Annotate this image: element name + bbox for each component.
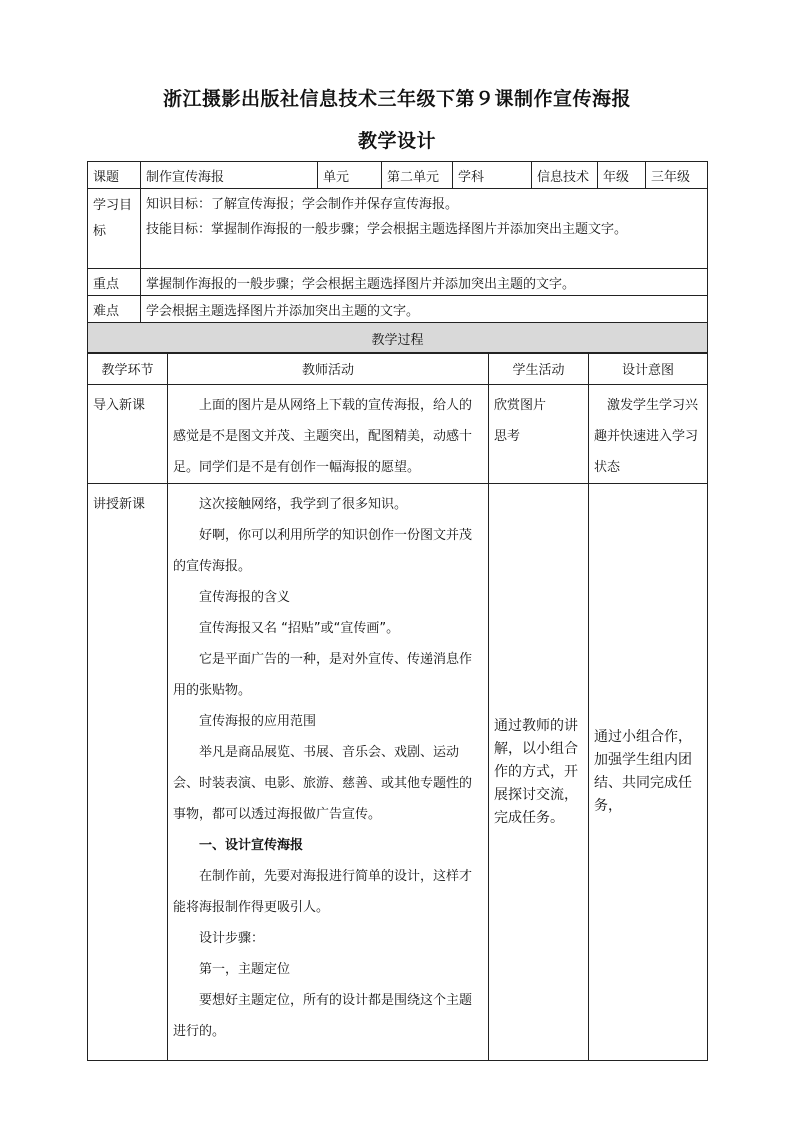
stage-new-lesson: 讲授新课: [88, 484, 168, 1061]
teacher-paragraph: 它是平面广告的一种，是对外宣传、传递消息作用的张贴物。: [173, 652, 473, 698]
teaching-process-table: [87, 352, 708, 1061]
student-activity-line: 思考: [494, 429, 521, 444]
design-intent-intro: [589, 385, 708, 484]
topic-value: 制作宣传海报: [141, 162, 318, 189]
teacher-paragraph: 宣传海报又名 “招贴”或“宣传画”。: [199, 621, 400, 636]
teacher-paragraph: 举凡是商品展览、书展、音乐会、戏剧、运动会、时装表演、电影、旅游、慈善、或其他专题性的事物，都可以透过海报做广告宣传。: [173, 745, 473, 822]
teacher-paragraph: 在制作前，先要对海报进行简单的设计，这样才能将海报制作得更吸引人。: [173, 869, 473, 915]
teacher-activity-intro: [168, 385, 489, 484]
student-activity-line: 欣赏图片: [494, 398, 547, 413]
teacher-paragraph: 设计步骤：: [199, 931, 265, 946]
col-header-teacher: 教师活动: [168, 353, 489, 385]
teacher-paragraph: 要想好主题定位，所有的设计都是围绕这个主题进行的。: [173, 993, 473, 1039]
difficulty-label: 难点: [88, 296, 141, 323]
subject-value: 信息技术: [532, 162, 598, 189]
teacher-activity-new-lesson: [168, 484, 489, 1061]
goal-skill: 技能目标：掌握制作海报的一般步骤；学会根据主题选择图片并添加突出主题文字。: [146, 222, 628, 237]
info-row-focus: [88, 269, 708, 296]
col-header-stage: 教学环节: [88, 353, 168, 385]
section-heading: 一、设计宣传海报: [199, 838, 304, 853]
focus-value: 掌握制作海报的一般步骤；学会根据主题选择图片并添加突出主题的文字。: [141, 269, 708, 296]
teacher-paragraph: 第一，主题定位: [199, 962, 291, 977]
intent-paragraph: 激发学生学习兴趣并快速进入学习状态: [594, 398, 699, 475]
info-row-topic: [88, 162, 708, 189]
topic-label: 课题: [88, 162, 141, 189]
process-row-intro: [88, 385, 708, 484]
teacher-paragraph: 这次接触网络，我学到了很多知识。: [199, 497, 408, 512]
lesson-info-table: [87, 161, 708, 354]
col-header-intent: 设计意图: [589, 353, 708, 385]
unit-label: 单元: [318, 162, 382, 189]
process-header-row: [88, 353, 708, 385]
stage-intro: 导入新课: [88, 385, 168, 484]
info-row-goals: [88, 189, 708, 269]
subject-label: 学科: [453, 162, 532, 189]
process-header: 教学过程: [88, 323, 708, 354]
focus-label: 重点: [88, 269, 141, 296]
process-row-new-lesson: [88, 484, 708, 1061]
goal-knowledge: 知识目标：了解宣传海报；学会制作并保存宣传海报。: [146, 197, 459, 212]
teacher-paragraph: 宣传海报的应用范围: [199, 714, 317, 729]
grade-label: 年级: [598, 162, 646, 189]
goal-label-text: 学习目标: [93, 198, 133, 239]
document-title: 浙江摄影出版社信息技术三年级下第９课制作宣传海报: [162, 88, 631, 110]
col-header-student: 学生活动: [489, 353, 589, 385]
teacher-paragraph: 好啊，你可以利用所学的知识创作一份图文并茂的宣传海报。: [173, 528, 473, 574]
teacher-paragraph: 上面的图片是从网络上下载的宣传海报，给人的感觉是不是图文并茂、主题突出，配图精美，动感十足。同学们是不是有创作一幅海报的愿望。: [173, 398, 473, 475]
difficulty-value: 学会根据主题选择图片并添加突出主题的文字。: [141, 296, 708, 323]
info-row-process-header: [88, 323, 708, 354]
document-subtitle: 教学设计: [357, 130, 436, 152]
grade-value: 三年级: [646, 162, 708, 189]
goal-label: [88, 189, 141, 269]
student-activity-new-lesson: 通过教师的讲解，以小组合作的方式，开展探讨交流，完成任务。: [489, 484, 589, 1061]
info-row-difficulty: [88, 296, 708, 323]
design-intent-new-lesson: 通过小组合作，加强学生组内团结、共同完成任务，: [589, 484, 708, 1061]
goal-content: [141, 189, 708, 269]
unit-value: 第二单元: [382, 162, 453, 189]
student-activity-intro: [489, 385, 589, 484]
teacher-paragraph: 宣传海报的含义: [199, 590, 291, 605]
